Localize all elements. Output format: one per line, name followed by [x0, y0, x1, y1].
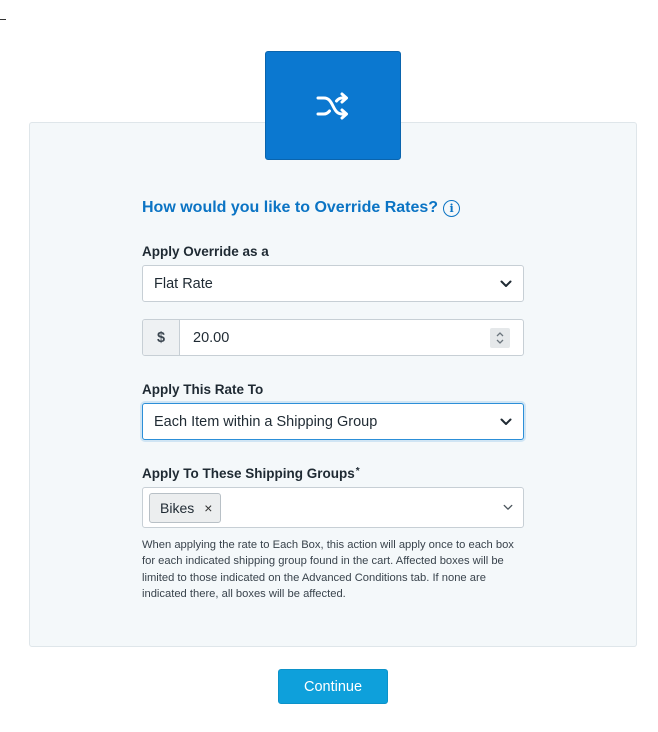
number-stepper[interactable]	[490, 328, 510, 348]
remove-tag-icon[interactable]: ×	[204, 499, 213, 516]
rate-amount-input[interactable]: 20.00	[193, 329, 230, 346]
apply-rate-to-select[interactable]	[142, 403, 524, 440]
chevron-down-icon[interactable]	[503, 504, 513, 511]
info-icon[interactable]: i	[443, 200, 460, 217]
shipping-groups-label-text: Apply To These Shipping Groups	[142, 466, 355, 481]
override-type-select[interactable]	[142, 265, 524, 302]
currency-addon: $	[143, 320, 180, 355]
shuffle-icon	[315, 91, 351, 121]
required-marker: *	[355, 466, 360, 477]
page-title: How would you like to Override Rates?	[142, 199, 439, 216]
override-type-tile	[265, 51, 401, 160]
rate-amount-field[interactable]	[142, 319, 524, 356]
chevron-down-icon	[500, 418, 512, 426]
shipping-group-tag-label: Bikes	[160, 499, 195, 516]
continue-button[interactable]: Continue	[278, 669, 388, 704]
apply-rate-to-value: Each Item within a Shipping Group	[154, 413, 378, 430]
override-type-value: Flat Rate	[154, 275, 213, 292]
apply-rate-to-label: Apply This Rate To	[142, 382, 264, 397]
shipping-groups-multiselect[interactable]	[142, 487, 524, 528]
shipping-groups-label	[142, 466, 360, 481]
stepper-up-icon[interactable]	[496, 332, 504, 337]
corner-dash	[0, 19, 6, 20]
override-type-label: Apply Override as a	[142, 244, 269, 259]
override-heading	[142, 199, 460, 217]
stepper-down-icon[interactable]	[496, 339, 504, 344]
chevron-down-icon	[500, 280, 512, 288]
help-text: When applying the rate to Each Box, this action will apply once to each box for each indicated shipping group found in the cart. Affected boxes will be limited to those indicated on the Advanced Conditions tab. If none are indicated there, all boxes will be affected.	[142, 539, 514, 600]
shipping-group-tag	[149, 493, 221, 523]
